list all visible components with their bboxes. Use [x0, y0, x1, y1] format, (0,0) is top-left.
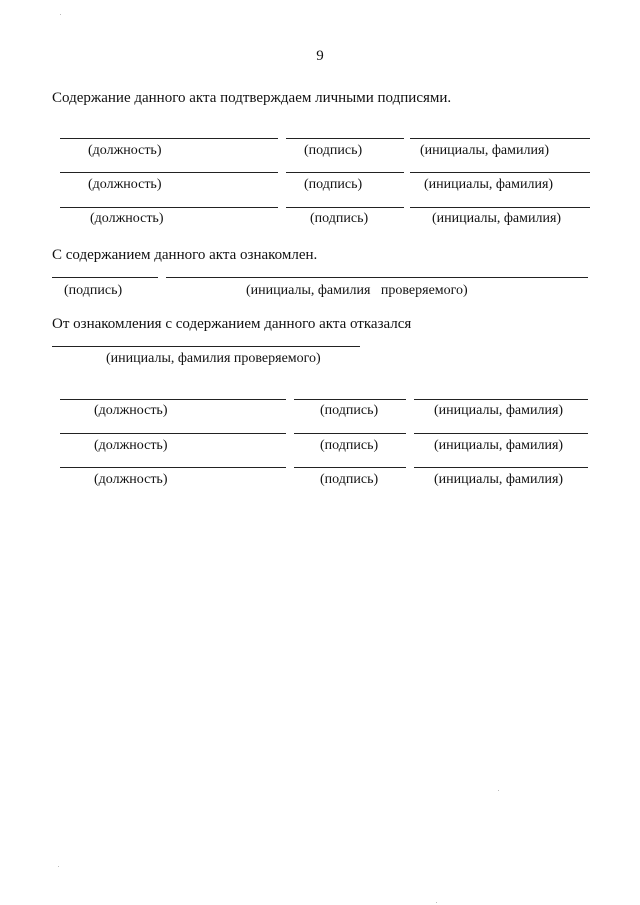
initials-caption: (инициалы, фамилия)	[434, 438, 564, 453]
signature-caption: (подпись)	[304, 143, 363, 158]
position-caption: (должность)	[94, 403, 168, 418]
refused-initials-caption: (инициалы, фамилия проверяемого)	[106, 351, 321, 366]
position-caption: (должность)	[88, 177, 162, 192]
inspected-signature-caption: (подпись)	[64, 283, 123, 298]
position-line	[60, 433, 286, 434]
position-line	[60, 207, 278, 208]
position-caption: (должность)	[90, 211, 164, 226]
initials-line	[410, 207, 590, 208]
signature-line	[294, 467, 406, 468]
initials-caption: (инициалы, фамилия)	[434, 403, 564, 418]
position-line	[60, 138, 278, 139]
signature-caption: (подпись)	[310, 211, 369, 226]
position-line	[60, 399, 286, 400]
position-caption: (должность)	[94, 438, 168, 453]
signature-line	[286, 138, 404, 139]
acknowledged-paragraph: С содержанием данного акта ознакомлен.	[52, 247, 318, 263]
position-caption: (должность)	[88, 143, 162, 158]
signature-caption: (подпись)	[320, 438, 379, 453]
initials-line	[414, 399, 588, 400]
scan-speck	[498, 790, 499, 791]
initials-line	[414, 467, 588, 468]
refused-initials-line	[52, 346, 360, 347]
signature-caption: (подпись)	[320, 472, 379, 487]
inspected-signature-line	[52, 277, 158, 278]
initials-line	[410, 172, 590, 173]
inspected-initials-line	[166, 277, 588, 278]
intro-paragraph: Содержание данного акта подтверждаем личными подписями.	[52, 90, 452, 106]
position-line	[60, 172, 278, 173]
scan-speck	[58, 866, 59, 867]
page-number: 9	[316, 48, 324, 64]
initials-caption: (инициалы, фамилия)	[432, 211, 562, 226]
initials-caption: (инициалы, фамилия)	[434, 472, 564, 487]
position-line	[60, 467, 286, 468]
initials-caption: (инициалы, фамилия)	[424, 177, 554, 192]
signature-line	[286, 172, 404, 173]
signature-line	[294, 433, 406, 434]
initials-line	[414, 433, 588, 434]
scan-speck	[436, 902, 437, 903]
initials-line	[410, 138, 590, 139]
signature-caption: (подпись)	[320, 403, 379, 418]
signature-line	[286, 207, 404, 208]
signature-line	[294, 399, 406, 400]
position-caption: (должность)	[94, 472, 168, 487]
refused-paragraph: От ознакомления с содержанием данного акта отказался	[52, 316, 412, 332]
signature-caption: (подпись)	[304, 177, 363, 192]
inspected-initials-caption: (инициалы, фамилия проверяемого)	[246, 283, 468, 298]
initials-caption: (инициалы, фамилия)	[420, 143, 550, 158]
scan-speck	[60, 14, 61, 15]
